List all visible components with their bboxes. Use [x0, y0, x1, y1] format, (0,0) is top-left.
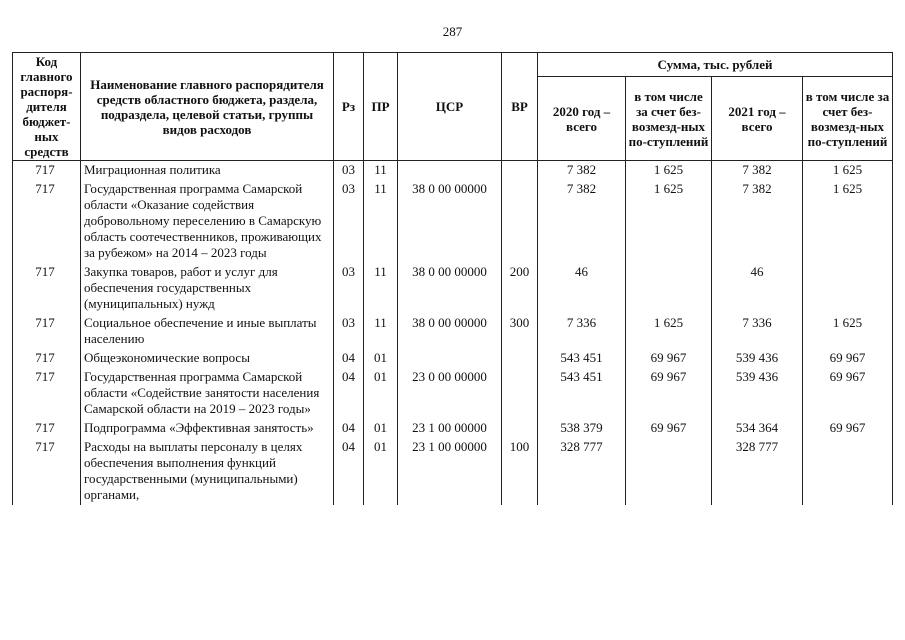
cell-csr: 23 0 00 00000 — [398, 368, 502, 419]
cell-name: Социальное обеспечение и иные выплаты населению — [81, 314, 334, 349]
header-vr: ВР — [502, 53, 538, 161]
cell-vr: 200 — [502, 263, 538, 314]
cell-name: Закупка товаров, работ и услуг для обеспечения государственных (муниципальных) нужд — [81, 263, 334, 314]
table-row — [13, 314, 893, 349]
table-row — [13, 263, 893, 314]
cell-rz: 03 — [334, 180, 364, 263]
table-row — [13, 419, 893, 438]
cell-pr: 01 — [364, 349, 398, 368]
table-row — [13, 161, 893, 181]
budget-table — [12, 52, 893, 505]
cell-vr: 300 — [502, 314, 538, 349]
table-body — [13, 161, 893, 506]
cell-2021-free: 1 625 — [803, 161, 893, 181]
cell-2020-total: 7 382 — [538, 161, 626, 181]
cell-pr: 11 — [364, 180, 398, 263]
cell-2021-total: 534 364 — [712, 419, 803, 438]
cell-code: 717 — [13, 419, 81, 438]
cell-2020-total: 543 451 — [538, 368, 626, 419]
cell-2020-total: 7 382 — [538, 180, 626, 263]
header-sum: Сумма, тыс. рублей — [538, 53, 893, 77]
header-2021-total: 2021 год – всего — [712, 77, 803, 161]
cell-pr: 11 — [364, 314, 398, 349]
cell-2021-total: 7 382 — [712, 180, 803, 263]
cell-name: Расходы на выплаты персоналу в целях обеспечения выполнения функций государственными (муниципальными) органами, — [81, 438, 334, 505]
cell-pr: 11 — [364, 263, 398, 314]
header-csr: ЦСР — [398, 53, 502, 161]
cell-2020-free — [626, 263, 712, 314]
header-2020-total: 2020 год – всего — [538, 77, 626, 161]
cell-vr — [502, 161, 538, 181]
table-row — [13, 438, 893, 505]
cell-csr: 23 1 00 00000 — [398, 438, 502, 505]
table-row — [13, 349, 893, 368]
cell-code: 717 — [13, 263, 81, 314]
header-2021-free: в том числе за счет без-возмезд-ных по-ступлений — [803, 77, 893, 161]
cell-vr — [502, 349, 538, 368]
cell-csr — [398, 161, 502, 181]
cell-2020-free: 1 625 — [626, 314, 712, 349]
cell-vr — [502, 368, 538, 419]
header-code: Код главного распоря-дителя бюджет-ных средств — [13, 53, 81, 161]
cell-2020-free — [626, 438, 712, 505]
cell-rz: 04 — [334, 438, 364, 505]
cell-2020-total: 46 — [538, 263, 626, 314]
table-header — [13, 53, 893, 161]
cell-2020-total: 538 379 — [538, 419, 626, 438]
cell-2021-free: 69 967 — [803, 349, 893, 368]
cell-csr: 38 0 00 00000 — [398, 180, 502, 263]
cell-2021-free — [803, 438, 893, 505]
cell-2020-free: 69 967 — [626, 368, 712, 419]
cell-code: 717 — [13, 438, 81, 505]
cell-2021-free: 69 967 — [803, 368, 893, 419]
header-name: Наименование главного распорядителя средств областного бюджета, раздела, подраздела, целевой статьи, группы видов расходов — [81, 53, 334, 161]
cell-rz: 03 — [334, 314, 364, 349]
cell-rz: 03 — [334, 161, 364, 181]
page-number: 287 — [442, 24, 463, 39]
cell-2021-total: 539 436 — [712, 368, 803, 419]
cell-csr: 23 1 00 00000 — [398, 419, 502, 438]
cell-name: Государственная программа Самарской области «Содействие занятости населения Самарской области на 2019 – 2023 годы» — [81, 368, 334, 419]
cell-2020-free: 69 967 — [626, 419, 712, 438]
cell-2021-total: 7 336 — [712, 314, 803, 349]
cell-code: 717 — [13, 180, 81, 263]
header-pr: ПР — [364, 53, 398, 161]
cell-pr: 01 — [364, 368, 398, 419]
cell-code: 717 — [13, 161, 81, 181]
cell-code: 717 — [13, 314, 81, 349]
cell-csr — [398, 349, 502, 368]
cell-2020-free: 1 625 — [626, 180, 712, 263]
cell-2021-free: 1 625 — [803, 314, 893, 349]
cell-2021-total: 539 436 — [712, 349, 803, 368]
cell-name: Общеэкономические вопросы — [81, 349, 334, 368]
cell-2020-free: 69 967 — [626, 349, 712, 368]
cell-rz: 03 — [334, 263, 364, 314]
cell-2020-total: 543 451 — [538, 349, 626, 368]
cell-pr: 11 — [364, 161, 398, 181]
cell-csr: 38 0 00 00000 — [398, 263, 502, 314]
cell-name: Миграционная политика — [81, 161, 334, 181]
cell-2020-total: 328 777 — [538, 438, 626, 505]
cell-2021-free — [803, 263, 893, 314]
cell-2021-free: 69 967 — [803, 419, 893, 438]
cell-2020-total: 7 336 — [538, 314, 626, 349]
cell-2021-free: 1 625 — [803, 180, 893, 263]
cell-rz: 04 — [334, 419, 364, 438]
cell-code: 717 — [13, 349, 81, 368]
cell-pr: 01 — [364, 419, 398, 438]
cell-pr: 01 — [364, 438, 398, 505]
header-2020-free: в том числе за счет без-возмезд-ных по-ступлений — [626, 77, 712, 161]
cell-rz: 04 — [334, 349, 364, 368]
cell-csr: 38 0 00 00000 — [398, 314, 502, 349]
header-rz: Рз — [334, 53, 364, 161]
cell-vr — [502, 180, 538, 263]
cell-vr — [502, 419, 538, 438]
cell-vr: 100 — [502, 438, 538, 505]
cell-2021-total: 7 382 — [712, 161, 803, 181]
cell-2021-total: 328 777 — [712, 438, 803, 505]
table-row — [13, 180, 893, 263]
cell-2020-free: 1 625 — [626, 161, 712, 181]
cell-name: Государственная программа Самарской области «Оказание содействия добровольному переселению в Самарскую область соотечественников, проживающих за рубежом» на 2014 – 2023 годы — [81, 180, 334, 263]
cell-name: Подпрограмма «Эффективная занятость» — [81, 419, 334, 438]
cell-2021-total: 46 — [712, 263, 803, 314]
cell-rz: 04 — [334, 368, 364, 419]
table-row — [13, 368, 893, 419]
cell-code: 717 — [13, 368, 81, 419]
